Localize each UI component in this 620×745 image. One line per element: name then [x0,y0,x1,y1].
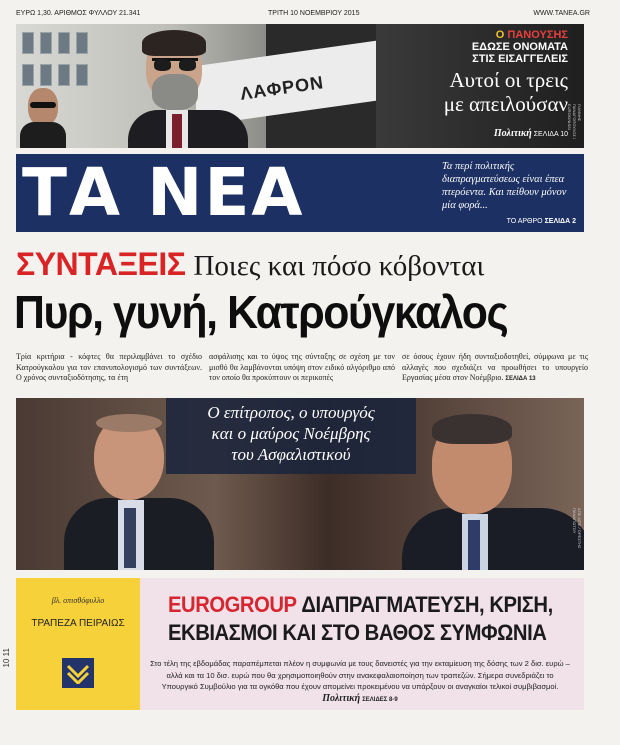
banner-ref-page: ΣΕΛΙΔΑ 10 [533,131,568,138]
banner-kicker [472,29,568,65]
lead-headline[interactable]: Πυρ, γυνή, Κατρούγκαλος [14,286,508,338]
website-link[interactable]: WWW.TANEA.GR [533,10,590,17]
photo-caption-line-3: του Ασφαλιστικού [231,445,351,464]
kicker-prefix: Ο [495,29,505,41]
banner-ref-section: Πολιτική [493,128,532,139]
photo-credit: ΑΠΕ-ΜΠΕ / ΟΡΕΣΤΗΣ ΠΑΝΑΓΙΩΤΟΥ [572,508,582,549]
banner-page-ref[interactable] [494,128,568,139]
banner-headline-line-2: με απειλούσαν [443,92,568,116]
lead-column-1: Τρία κριτήρια - κόφτες θα περιλαμβάνει το σχέδιο Κατρούγκαλου για τον επανυπολογισμό των συντάξεων. Ο χρόνος συνταξιοδότησης, τα έτη [16,352,202,382]
article-ref-label: ΤΟ ΑΡΘΡΟ [506,218,543,225]
eurogroup-headline-line-1[interactable] [168,592,553,618]
bank-ad[interactable] [16,578,140,710]
eurogroup-ref-pages[interactable]: ΣΕΛΙΔΕΣ 8-9 [362,696,398,703]
edge-marks: 10 11 [2,648,11,668]
issue-date: ΤΡΙΤΗ 10 ΝΟΕΜΒΡΙΟΥ 2015 [268,10,360,17]
ad-label: βλ. οπισθόφυλλο [51,596,105,605]
eurogroup-headline-2[interactable]: ΕΚΒΙΑΣΜΟΙ ΚΑΙ ΣΤΟ ΒΑΘΟΣ ΣΥΜΦΩΝΙΑ [168,620,547,645]
masthead-article-ref[interactable] [507,218,576,225]
lead-kicker [16,246,484,283]
eurogroup-headline-1: ΔΙΑΠΡΑΓΜΑΤΕΥΣΗ, ΚΡΙΣΗ, [301,592,553,617]
banner-headline[interactable] [444,68,568,116]
newspaper-logo[interactable]: ΤΑ ΝΕΑ [22,154,305,231]
eurogroup-kicker: EUROGROUP [168,592,297,617]
lead-page-ref[interactable]: ΣΕΛΙΔΑ 13 [505,376,536,382]
banner-photo-credit: ΓΙΑΝΝΗΣ ΠΑΝΑΓΟΠΟΥΛΟΣ / EUROKINISSI [567,104,582,140]
photo-caption-line-2: και ο μαύρος Νοέμβρης [211,424,371,443]
commissioner-figure [64,416,204,570]
ad-bank-name: ΤΡΑΠΕΖΑ ΠΕΙΡΑΙΩΣ [31,618,125,629]
kicker-line-2: ΕΔΩΣΕ ΟΝΟΜΑΤΑ [471,41,568,53]
bodyguard-figure [20,88,66,148]
minister-figure [402,418,562,570]
eurogroup-body-text: Στο τέλη της εβδομάδας παραπέμπεται πλέον η συμφωνία με τους δανειστές για την εκταμίευση της δόσης των 2 δισ. ευρώ – αλλά και τα 10 δισ. ευρώ που θα χρησιμοποιηθούν στην ανακεφαλαιοποίηση των τραπεζών. Σήμερα συνεδριάζει το Υπουργικό Συμβούλιο για τα ογκόθα που έχουν απομείνει προκειμένου να υπάρξουν οι αναγκαίοι τελικοί συμβιβασμοί. [150,659,570,691]
eurogroup-box [16,578,584,710]
banner-headline-line-1: Αυτοί οι τρεις [449,68,568,92]
ministers-photo[interactable] [16,398,584,570]
masthead [16,154,584,232]
top-strip [16,10,590,22]
kicker-line-3: ΣΤΙΣ ΕΙΣΑΓΓΕΛΕΙΣ [472,53,568,65]
photo-caption-line-1: Ο επίτροπος, ο υπουργός [207,403,375,422]
panousis-figure [128,26,220,148]
price-issue: ΕΥΡΩ 1,30. ΑΡΙΘΜΟΣ ΦΥΛΛΟΥ 21.341 [16,10,141,17]
top-story-banner[interactable] [16,24,584,148]
lead-column-3-text: σε όσους έχουν ήδη συνταξιοδοτηθεί, σύμφωνα με τις αλλαγές που σχεδιάζει να προωθήσει το υπουργείο Εργασίας μέσα στον Νοέμβριο. [402,352,588,382]
building-sign-text: ΛΑΦΡΟΝ [238,72,326,104]
article-ref-page: ΣΕΛΙΔΑ 2 [544,218,576,225]
eurogroup-body [150,658,570,706]
lead-column-2: ασφάλισης και το ύψος της σύνταξης σε σχέση με τον μισθό θα λαμβάνονται υπόψη στον ειδικό αλγόριθμο από τον οποίο θα προκύπτουν οι περικοπές [209,352,395,382]
lead-column-3 [402,352,588,385]
bank-logo-icon [62,658,94,688]
kicker-name: ΠΑΝΟΥΣΗΣ [507,29,568,41]
lead-body [16,352,588,392]
masthead-quote: Τα περί πολιτικής διαπραγματεύσεως είναι έπεα πτερόεντα. Και πείθουν μόνον μία φορά... [442,161,567,211]
lead-subkicker: Ποιες και πόσο κόβονται [193,250,485,282]
eurogroup-ref-section[interactable]: Πολιτική [322,692,361,704]
lead-kicker-red: ΣΥΝΤΑΞΕΙΣ [16,246,186,282]
